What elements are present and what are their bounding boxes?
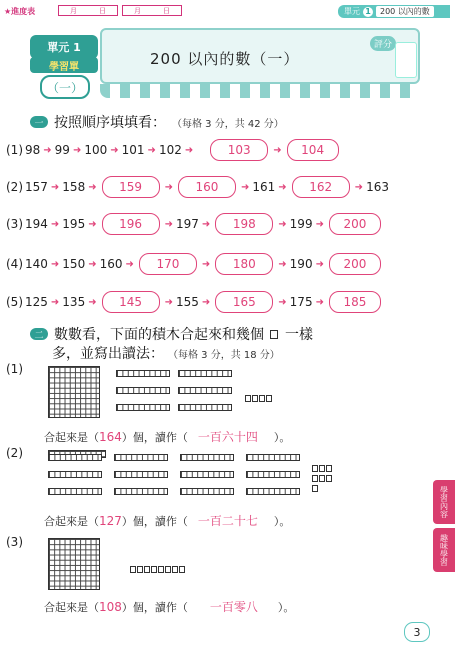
ten-block	[48, 454, 102, 461]
one-block	[172, 566, 178, 573]
arrow-icon: ➜	[201, 258, 211, 270]
row-label: (5)	[6, 295, 23, 309]
answer-mid: ）個，讀作（	[121, 430, 188, 444]
one-block	[266, 395, 272, 402]
problem-3-answer	[44, 598, 294, 615]
date-box-2[interactable]	[122, 5, 182, 16]
number: 155	[175, 295, 199, 309]
sequence-row-4	[6, 253, 383, 275]
arrow-icon: ➜	[50, 218, 60, 230]
hundred-block	[48, 538, 100, 590]
arrow-icon: ➜	[110, 144, 119, 156]
row-label: (3)	[6, 217, 23, 231]
unit-title: 200 以內的數	[376, 6, 434, 17]
month-label: 月	[70, 6, 77, 15]
answer-field[interactable]: 160	[178, 176, 236, 198]
arrow-icon: ➜	[278, 181, 287, 193]
side-tab-fun[interactable]: 趣味學習	[433, 528, 455, 572]
arrow-icon: ➜	[88, 258, 97, 270]
arrow-icon: ➜	[88, 181, 97, 193]
number: 135	[62, 295, 86, 309]
ten-block	[180, 454, 234, 461]
answer-field[interactable]: 200	[329, 253, 381, 275]
number: 157	[25, 180, 48, 194]
sequence-row-3	[6, 213, 383, 235]
problem-1-answer	[44, 428, 290, 445]
arrow-icon: ➜	[201, 296, 211, 308]
one-block	[165, 566, 171, 573]
progress-label: ★進度表	[4, 7, 36, 16]
one-block	[312, 475, 318, 482]
reading-answer[interactable]: 一百二十七	[197, 514, 258, 528]
arrow-icon: ➜	[354, 181, 364, 193]
arrow-icon: ➜	[201, 218, 211, 230]
number: 195	[62, 217, 86, 231]
ten-block	[116, 370, 170, 377]
one-block	[312, 465, 318, 472]
one-block	[259, 395, 265, 402]
number: 102	[158, 143, 182, 157]
arrow-icon: ➜	[240, 181, 250, 193]
badge-unit: 單元 1	[30, 35, 98, 59]
answer-field[interactable]: 104	[287, 139, 339, 161]
arrow-icon: ➜	[50, 181, 60, 193]
answer-field[interactable]: 198	[215, 213, 273, 235]
number: 98	[25, 143, 41, 157]
arrow-icon: ➜	[278, 258, 287, 270]
section2-mark: 二	[30, 328, 48, 340]
count-answer[interactable]: 127	[99, 513, 122, 528]
number: 150	[62, 257, 86, 271]
answer-field[interactable]: 196	[102, 213, 160, 235]
arrow-icon: ➜	[164, 218, 173, 230]
answer-field[interactable]: 145	[102, 291, 160, 313]
answer-mid: ）個，讀作（	[121, 514, 188, 528]
page-title: 200 以內的數（一）	[150, 50, 300, 68]
reading-answer[interactable]: 一百零八	[209, 600, 258, 614]
answer-prefix: 合起來是（	[44, 514, 99, 528]
arrow-icon: ➜	[273, 144, 282, 156]
arrow-icon: ➜	[315, 258, 324, 270]
section2-header-line2	[52, 343, 280, 363]
one-block	[326, 475, 332, 482]
number: 158	[62, 180, 86, 194]
row-label: (4)	[6, 257, 23, 271]
ones-group	[312, 462, 344, 492]
problem-2-answer	[44, 512, 290, 529]
number: 163	[366, 180, 389, 194]
rating-box[interactable]	[395, 42, 417, 78]
month-label: 月	[134, 6, 141, 15]
unit-badge	[30, 35, 98, 99]
one-block	[137, 566, 143, 573]
ones-group	[130, 558, 186, 577]
ten-block	[178, 404, 232, 411]
ten-block	[180, 471, 234, 478]
unit-label: 單元	[344, 7, 360, 16]
arrow-icon: ➜	[147, 144, 156, 156]
arrow-icon: ➜	[184, 144, 194, 156]
arrow-icon: ➜	[164, 181, 173, 193]
answer-suffix: ）。	[273, 514, 291, 528]
one-block	[158, 566, 164, 573]
arrow-icon: ➜	[278, 218, 287, 230]
ten-block	[114, 488, 168, 495]
banner-awning	[100, 84, 420, 98]
answer-field[interactable]: 103	[210, 139, 268, 161]
number: 125	[25, 295, 48, 309]
number: 194	[25, 217, 48, 231]
ten-block	[48, 488, 102, 495]
problem-3-label: (3)	[6, 535, 23, 549]
number: 190	[289, 257, 313, 271]
ones-group	[245, 387, 273, 406]
day-label: 日	[99, 6, 106, 15]
one-block	[144, 566, 150, 573]
answer-field[interactable]: 159	[102, 176, 160, 198]
section1-instruction: 按照順序填填看：	[54, 115, 166, 131]
one-block	[312, 485, 318, 492]
number: 160	[99, 257, 123, 271]
ten-block	[178, 370, 232, 377]
one-block	[326, 465, 332, 472]
answer-field[interactable]: 170	[139, 253, 197, 275]
arrow-icon: ➜	[88, 296, 97, 308]
arrow-icon: ➜	[43, 144, 52, 156]
section2-header	[30, 324, 313, 344]
unit-number: 1	[363, 7, 373, 17]
number: 161	[252, 180, 276, 194]
problem-1-label: (1)	[6, 362, 23, 376]
arrow-icon: ➜	[50, 258, 60, 270]
arrow-icon: ➜	[315, 296, 324, 308]
number: 199	[289, 217, 313, 231]
section1-header	[30, 112, 284, 132]
ten-block	[116, 387, 170, 394]
one-block	[151, 566, 157, 573]
ten-block	[48, 471, 102, 478]
one-block	[179, 566, 185, 573]
section1-mark: 一	[30, 116, 48, 128]
arrow-icon: ➜	[125, 258, 134, 270]
hundred-block	[48, 366, 100, 418]
problem-2-label: (2)	[6, 446, 23, 460]
section2-instruction-c: 多，並寫出讀法：	[52, 346, 164, 362]
number: 140	[25, 257, 48, 271]
section2-score: （每格 3 分，共 18 分）	[168, 349, 280, 361]
section1-score: （每格 3 分，共 42 分）	[172, 118, 284, 130]
ten-block	[180, 488, 234, 495]
badge-part: （一）	[40, 75, 90, 99]
arrow-icon: ➜	[278, 296, 287, 308]
number: 101	[121, 143, 145, 157]
sequence-row-5	[6, 291, 383, 313]
one-block	[252, 395, 258, 402]
number: 100	[84, 143, 108, 157]
answer-field[interactable]: 180	[215, 253, 273, 275]
ten-block	[114, 471, 168, 478]
number: 175	[289, 295, 313, 309]
answer-prefix: 合起來是（	[44, 600, 99, 614]
arrow-icon: ➜	[164, 296, 173, 308]
one-block	[245, 395, 251, 402]
count-answer[interactable]: 108	[99, 599, 122, 614]
ten-block	[178, 387, 232, 394]
single-block-icon	[270, 330, 278, 339]
row-label: (2)	[6, 180, 23, 194]
answer-field[interactable]: 200	[329, 213, 381, 235]
number: 99	[54, 143, 70, 157]
rating-label: 評分	[370, 36, 396, 51]
one-block	[319, 465, 325, 472]
badge-worksheet: 學習單	[30, 57, 98, 73]
arrow-icon: ➜	[50, 296, 60, 308]
section2-instruction-a: 數數看，下面的積木合起來和幾個	[54, 327, 264, 343]
unit-tab	[338, 5, 450, 18]
date-box-1[interactable]	[58, 5, 118, 16]
answer-mid: ）個，讀作（	[121, 600, 188, 614]
ten-block	[116, 404, 170, 411]
answer-suffix: ）。	[273, 430, 291, 444]
answer-prefix: 合起來是（	[44, 430, 99, 444]
ten-block	[246, 454, 300, 461]
answer-field[interactable]: 185	[329, 291, 381, 313]
count-answer[interactable]: 164	[99, 429, 122, 444]
arrow-icon: ➜	[72, 144, 82, 156]
number: 197	[175, 217, 199, 231]
answer-field[interactable]: 165	[215, 291, 273, 313]
ten-block	[246, 471, 300, 478]
answer-suffix: ）。	[277, 600, 295, 614]
reading-answer[interactable]: 一百六十四	[197, 430, 258, 444]
section2-instruction-b: 一樣	[285, 327, 313, 343]
day-label: 日	[163, 6, 170, 15]
side-tab-content[interactable]: 學習內容	[433, 480, 455, 524]
ten-block	[114, 454, 168, 461]
ten-block	[246, 488, 300, 495]
sequence-row-2	[6, 176, 389, 198]
arrow-icon: ➜	[315, 218, 324, 230]
answer-field[interactable]: 162	[292, 176, 350, 198]
row-label: (1)	[6, 143, 23, 157]
page-number: 3	[404, 622, 430, 642]
arrow-icon: ➜	[88, 218, 97, 230]
one-block	[130, 566, 136, 573]
one-block	[319, 475, 325, 482]
sequence-row-1	[6, 139, 341, 161]
